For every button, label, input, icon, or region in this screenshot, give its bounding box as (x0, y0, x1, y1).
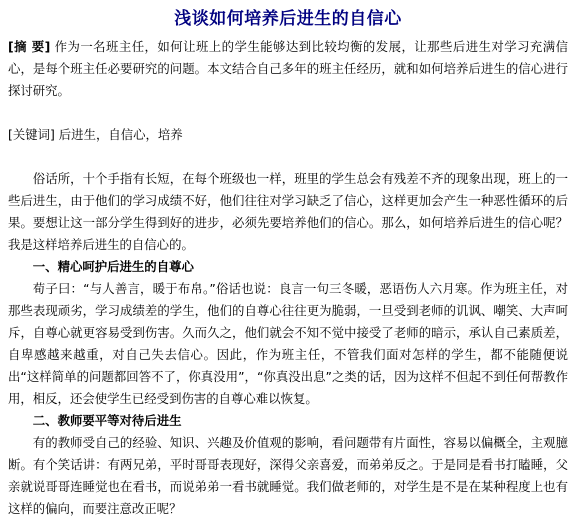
abstract-paragraph (8, 36, 568, 102)
section-heading-1: 一、精心呵护后进生的自尊心 (32, 259, 194, 274)
abstract-label: [摘 要] (8, 39, 51, 54)
keywords-label: [关键词] (8, 127, 55, 142)
document-title: 浅谈如何培养后进生的自信心 (174, 9, 402, 29)
blank-line (8, 102, 568, 124)
section-heading-2: 二、教师要平等对待后进生 (32, 413, 182, 428)
keywords-text: 后进生，自信心，培养 (54, 127, 183, 142)
abstract-text: 作为一名班主任，如何让班上的学生能够达到比较均衡的发展，让那些后进生对学习充满信心，是每个班主任必要研究的问题。本文结合自己多年的班主任经历，就和如何培养后进生的信心进行探讨研究。 (8, 39, 568, 98)
section-2-paragraph: 有的教师受自己的经验、知识、兴趣及价值观的影响，看问题带有片面性，容易以偏概全，主观臆断。有个笑话讲：有两兄弟，平时哥哥表现好，深得父亲喜爱，而弟弟反之。于是同是看书打瞌睡，父亲就说哥哥连睡觉也在看书，而说弟弟一看书就睡觉。我们做老师的，对学生是不是在某种程度上也有这样的偏向，而要注意改正呢？ (8, 435, 568, 516)
intro-paragraph: 俗话所，十个手指有长短，在每个班级也一样，班里的学生总会有残差不齐的现象出现，班上的一些后进生，由于他们的学习成绩不好，他们往往对学习缺乏了信心，这样更加会产生一种恶性循环的后果。要想让这一部分学生得到好的进步，必须先要培养他们的信心。那么，如何培养后进生的信心呢？我是这样培养后进生的自信心的。 (8, 171, 568, 252)
section-1-paragraph: 荀子曰：“与人善言，暖于布帛。”俗话也说：良言一句三冬暖，恶语伤人六月寒。作为班主任，对那些表现顽劣，学习成绩差的学生，他们的自尊心往往更为脆弱，一旦受到老师的讥讽、嘲笑、大声呵斥，自尊心就更容易受到伤害。久而久之，他们就会不知不觉中接受了老师的暗示，承认自己素质差，自卑感越来越重，对自己失去信心。因此，作为班主任，不管我们面对怎样的学生，都不能随便说出“这样简单的问题都回答不了，你真没用”，“你真没出息”之类的话，因为这样不但起不到任何帮教作用，相反，还会使学生已经受到伤害的自尊心难以恢复。 (8, 281, 568, 406)
keywords-paragraph (8, 124, 568, 146)
blank-line (8, 146, 568, 168)
